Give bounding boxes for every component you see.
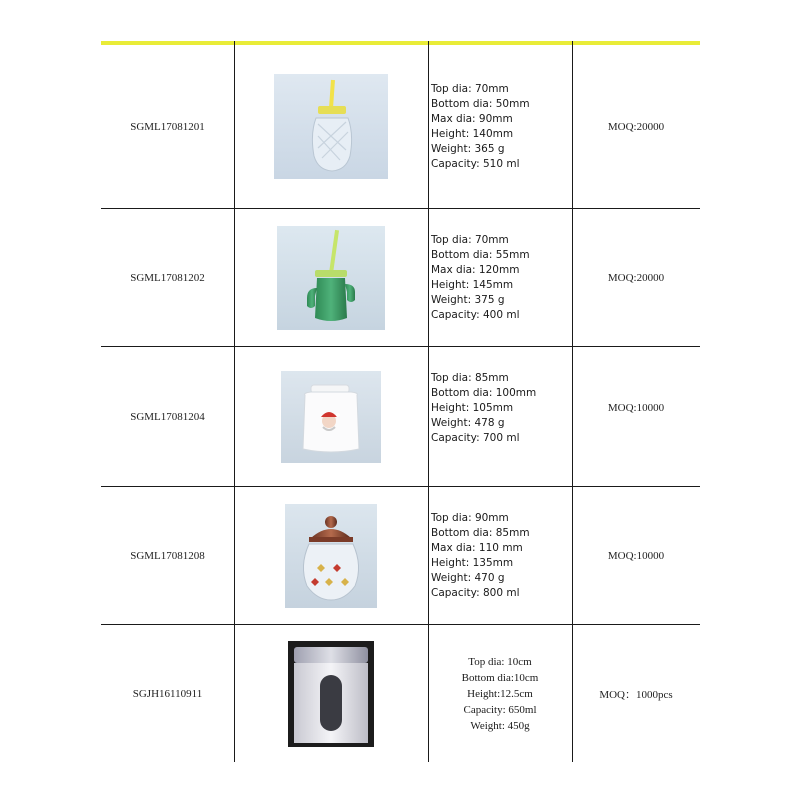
spec-cell — [428, 209, 572, 346]
product-code: SGML17081202 — [130, 271, 205, 284]
spec-line: Bottom dia:10cm — [461, 671, 539, 684]
moq: MOQ:10000 — [607, 549, 665, 562]
product-code: SGJH16110911 — [132, 687, 203, 700]
spec-line: Bottom dia: 85mm — [431, 526, 530, 539]
spec-cell — [428, 347, 572, 486]
spec-line: Height: 140mm — [431, 127, 514, 140]
spec-line: Bottom dia: 55mm — [431, 248, 530, 261]
spec-line: Top dia: 10cm — [468, 655, 532, 668]
spec-line: Max dia: 120mm — [431, 263, 520, 276]
spec-line: Top dia: 85mm — [431, 372, 509, 384]
product-code: SGML17081208 — [130, 549, 205, 562]
product-image-cell — [234, 347, 428, 486]
pineapple-jar-image — [274, 74, 388, 179]
moq: MOQ：1000pcs — [599, 688, 673, 701]
spec-cell — [428, 625, 572, 762]
spec-line: Height:12.5cm — [467, 687, 533, 700]
spec-line: Capacity: 400 ml — [431, 308, 520, 321]
spec-line: Capacity: 700 ml — [431, 432, 520, 444]
moq: MOQ:20000 — [607, 120, 665, 133]
spec-line: Height: 105mm — [431, 402, 514, 414]
spec-line: Max dia: 110 mm — [431, 541, 523, 554]
spec-line: Weight: 365 g — [431, 142, 505, 155]
spec-line: Weight: 375 g — [431, 293, 505, 306]
product-image-cell — [234, 625, 428, 762]
spec-line: Top dia: 70mm — [431, 233, 509, 246]
spec-list — [428, 511, 530, 601]
spec-line: Height: 135mm — [431, 556, 514, 569]
product-image-cell — [234, 487, 428, 624]
spec-line: Top dia: 70mm — [431, 82, 509, 95]
spec-line: Bottom dia: 50mm — [431, 97, 530, 110]
spec-line: Max dia: 90mm — [431, 112, 513, 125]
product-image-cell — [234, 45, 428, 208]
spec-line: Weight: 478 g — [431, 417, 505, 429]
spec-line: Capacity: 510 ml — [431, 157, 520, 170]
spec-list — [428, 233, 530, 323]
moq: MOQ:10000 — [607, 402, 665, 414]
product-image-cell — [234, 209, 428, 346]
spec-cell — [428, 45, 572, 208]
spec-line: Top dia: 90mm — [431, 511, 509, 524]
spec-list — [428, 371, 536, 446]
spec-line: Weight: 450g — [470, 719, 530, 732]
white-jar-image — [281, 371, 381, 463]
product-code: SGML17081204 — [130, 410, 205, 423]
spec-list — [428, 654, 572, 734]
spec-list — [428, 82, 530, 172]
spec-line: Bottom dia: 100mm — [431, 387, 537, 399]
canister-image — [288, 641, 374, 747]
product-code: SGML17081201 — [130, 120, 205, 133]
spec-line: Capacity: 650ml — [463, 703, 537, 716]
copper-lid-jar-image — [285, 504, 377, 608]
spec-cell — [428, 487, 572, 624]
spec-line: Height: 145mm — [431, 278, 514, 291]
spec-line: Weight: 470 g — [431, 571, 505, 584]
moq: MOQ:20000 — [607, 271, 665, 284]
spec-line: Capacity: 800 ml — [431, 586, 520, 599]
cactus-jar-image — [277, 226, 385, 330]
